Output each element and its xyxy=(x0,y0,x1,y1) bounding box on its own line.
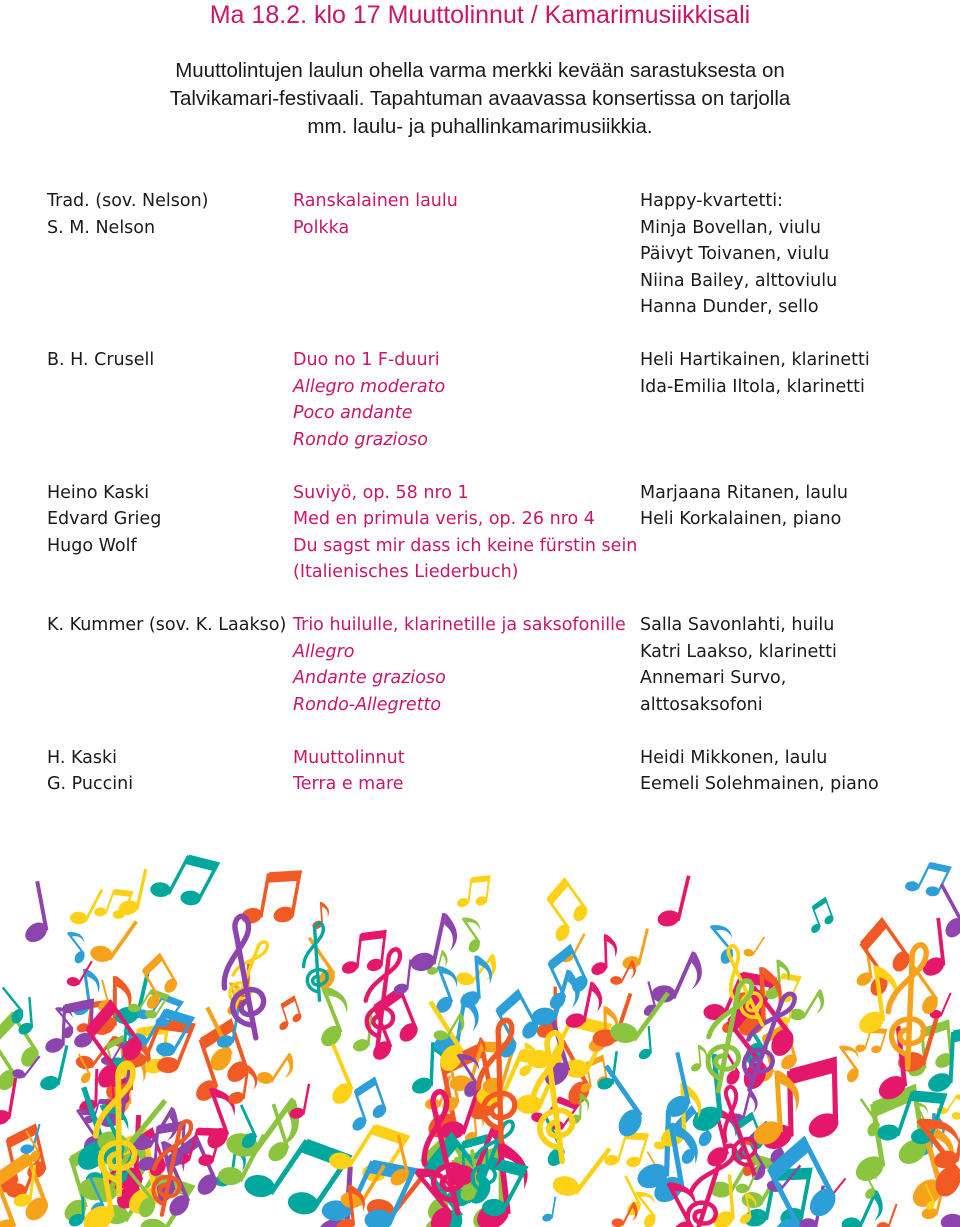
performer-cell: Happy-kvartetti: xyxy=(640,191,783,211)
program-row xyxy=(0,400,960,427)
music-note-icon xyxy=(339,927,389,981)
performer-cell: Ida-Emilia Iltola, klarinetti xyxy=(640,376,865,397)
music-note-icon xyxy=(455,872,492,912)
program-block xyxy=(0,612,960,718)
performer-cell: Salla Savonlahti, huilu xyxy=(640,615,835,635)
program-row xyxy=(0,294,960,321)
performer-cell: Annemari Survo, xyxy=(640,668,787,688)
work-cell: Muuttolinnut xyxy=(293,747,405,768)
work-cell: Duo no 1 F-duuri xyxy=(293,350,440,370)
music-note-icon xyxy=(588,934,618,978)
music-note-icon xyxy=(544,1131,613,1207)
program-row xyxy=(0,215,960,242)
music-note-icon xyxy=(216,1079,311,1181)
performer-cell: Päivyt Toivanen, viulu xyxy=(640,244,830,264)
work-cell: Rondo grazioso xyxy=(293,429,428,450)
work-cell: (Italienisches Liederbuch) xyxy=(293,562,519,582)
music-note-icon xyxy=(13,881,53,948)
program-row xyxy=(0,268,960,295)
composer-cell: Trad. (sov. Nelson) xyxy=(47,191,209,211)
page-title: Ma 18.2. klo 17 Muuttolinnut / Kamarimusiikkisali xyxy=(209,1,751,29)
program-row xyxy=(0,559,960,586)
music-note-icon xyxy=(252,1044,300,1096)
performer-cell: Heli Korkalainen, piano xyxy=(640,509,842,529)
music-note-icon xyxy=(300,981,360,1053)
performer-cell: Heli Hartikainen, klarinetti xyxy=(640,350,870,370)
music-note-icon xyxy=(901,852,953,905)
performer-cell: Niina Bailey, alttoviulu xyxy=(640,270,838,291)
program-list xyxy=(0,188,960,824)
work-cell: Terra e mare xyxy=(293,774,404,794)
work-cell: Ranskalainen laulu xyxy=(293,191,458,211)
program-row xyxy=(0,188,960,215)
treble-clef-icon xyxy=(215,915,268,1041)
program-block xyxy=(0,347,960,453)
program-block xyxy=(0,188,960,321)
music-note-icon xyxy=(310,1043,360,1111)
composer-cell: G. Puccini xyxy=(47,774,134,794)
program-row xyxy=(0,480,960,507)
work-cell: Polkka xyxy=(293,217,350,238)
program-row xyxy=(0,506,960,533)
work-cell: Allegro xyxy=(293,641,355,662)
music-note-icon xyxy=(391,958,413,998)
program-row xyxy=(0,612,960,639)
program-row xyxy=(0,533,960,560)
music-note-icon xyxy=(529,877,597,946)
composer-cell: B. H. Crusell xyxy=(47,350,155,370)
performer-cell: Minja Bovellan, viulu xyxy=(640,217,821,238)
work-cell: Andante grazioso xyxy=(293,668,446,688)
intro-line: Muuttolintujen laulun ohella varma merkki kevään sarastuksesta on xyxy=(175,59,785,82)
program-row xyxy=(0,771,960,798)
performer-cell: Katri Laakso, klarinetti xyxy=(640,641,837,662)
performer-cell: Hanna Dunder, sello xyxy=(640,297,819,317)
program-row xyxy=(0,639,960,666)
music-note-icon xyxy=(595,1049,620,1093)
composer-cell: Heino Kaski xyxy=(47,482,150,503)
program-row xyxy=(0,347,960,374)
music-note-icon xyxy=(849,944,875,990)
composer-cell: Hugo Wolf xyxy=(47,535,137,556)
composer-cell: K. Kummer (sov. K. Laakso) xyxy=(47,615,287,635)
music-note-icon xyxy=(740,931,765,961)
program-row xyxy=(0,427,960,454)
program-block xyxy=(0,480,960,586)
performer-cell: alttosaksofoni xyxy=(640,694,763,715)
music-note-icon xyxy=(57,927,95,967)
music-note-icon xyxy=(801,897,838,936)
music-note-icon xyxy=(309,902,330,932)
work-cell: Trio huilulle, klarinetille ja saksofonille xyxy=(293,615,626,635)
music-note-icon xyxy=(91,881,135,927)
music-note-icon xyxy=(65,881,104,931)
work-cell: Rondo-Allegretto xyxy=(293,694,442,715)
work-cell: Suviyö, op. 58 nro 1 xyxy=(293,482,469,503)
program-row xyxy=(0,374,960,401)
music-notes-illustration xyxy=(0,835,960,1227)
music-note-icon xyxy=(688,1044,709,1073)
music-note-icon xyxy=(653,870,692,933)
music-note-icon xyxy=(270,996,305,1033)
program-block xyxy=(0,745,960,798)
program-row xyxy=(0,745,960,772)
intro-line: Talvikamari-festivaali. Tapahtuman avaavassa konsertissa on tarjolla xyxy=(169,87,791,110)
composer-cell: S. M. Nelson xyxy=(47,217,156,238)
composer-cell: H. Kaski xyxy=(47,747,117,768)
performer-cell: Eemeli Solehmainen, piano xyxy=(640,774,879,794)
work-cell: Poco andante xyxy=(293,403,413,423)
performer-cell: Heidi Mikkonen, laulu xyxy=(640,747,828,768)
composer-cell: Edvard Grieg xyxy=(47,509,162,529)
music-note-icon xyxy=(836,1182,889,1227)
program-row xyxy=(0,241,960,268)
program-row xyxy=(0,665,960,692)
intro-line: mm. laulu- ja puhallinkamarimusiikkia. xyxy=(307,115,653,138)
work-cell: Med en primula veris, op. 26 nro 4 xyxy=(293,509,595,529)
intro-paragraph xyxy=(80,57,880,141)
performer-cell: Marjaana Ritanen, laulu xyxy=(640,482,849,503)
work-cell: Du sagst mir dass ich keine fürstin sein xyxy=(293,535,638,556)
music-note-icon xyxy=(144,840,221,920)
work-cell: Allegro moderato xyxy=(293,376,446,397)
music-note-icon xyxy=(874,1200,899,1227)
program-row xyxy=(0,692,960,719)
music-note-icon xyxy=(540,1195,557,1224)
